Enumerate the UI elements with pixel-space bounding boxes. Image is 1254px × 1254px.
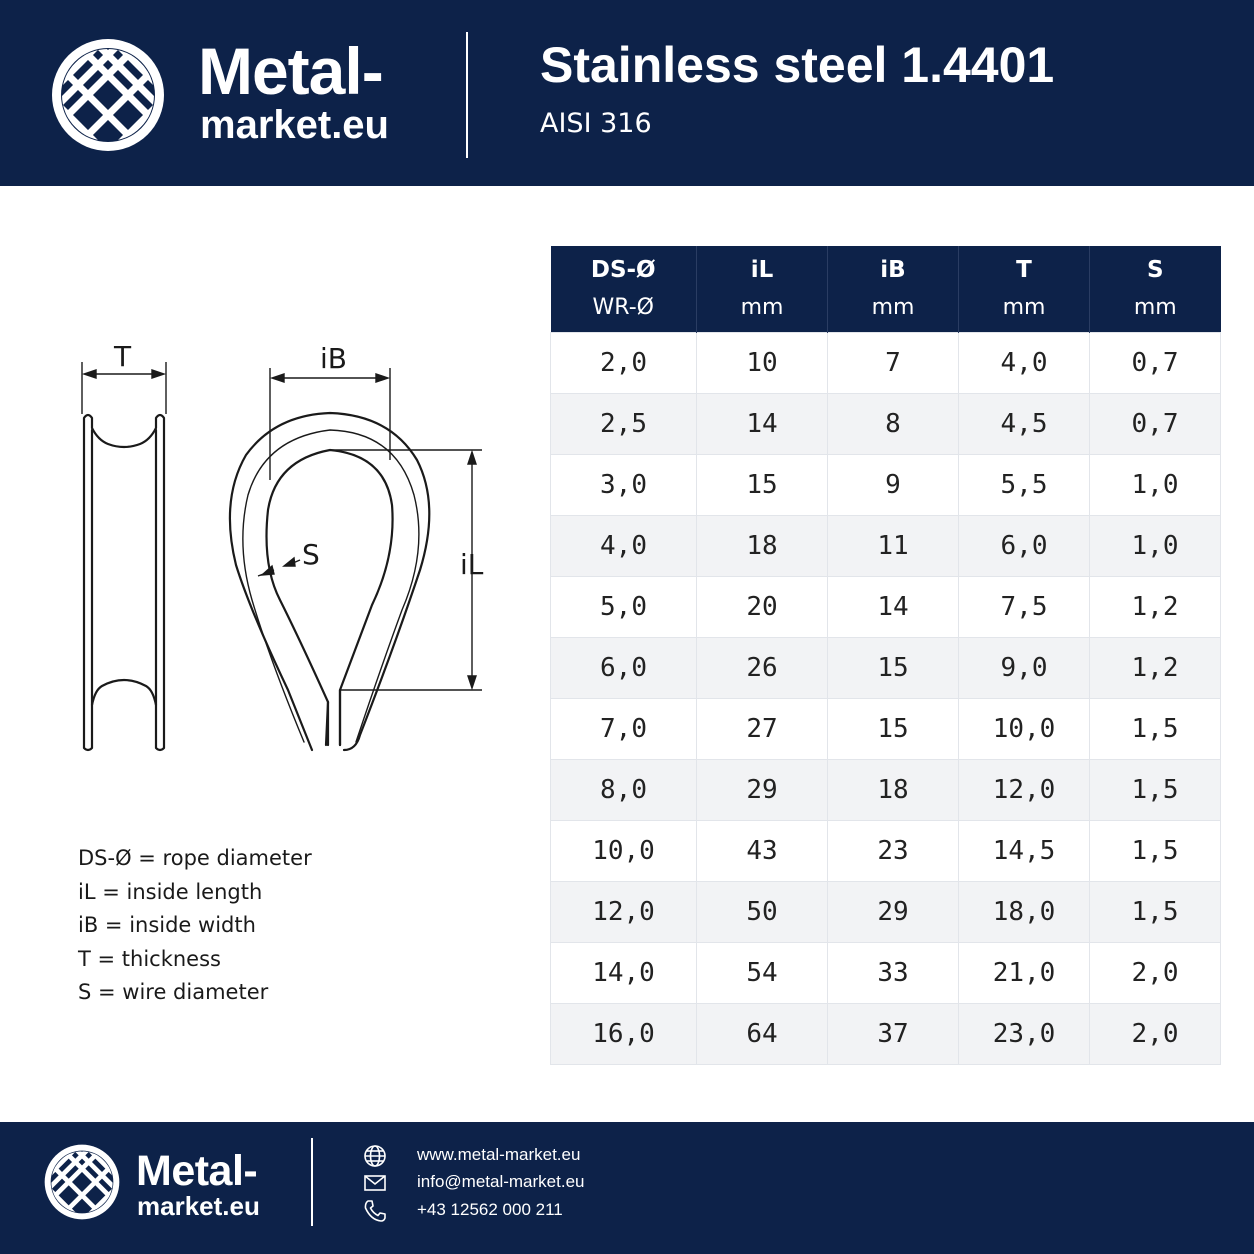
inside-length-cell: 15 bbox=[697, 455, 828, 516]
globe-icon bbox=[362, 1143, 388, 1169]
footer-brand-line2: market.eu bbox=[137, 1191, 260, 1221]
wire-diameter-cell: 1,5 bbox=[1090, 882, 1221, 943]
inside-width-cell: 15 bbox=[828, 638, 959, 699]
legend-item: S = wire diameter bbox=[78, 980, 269, 1004]
label-t: T bbox=[114, 340, 132, 373]
inside-width-cell: 18 bbox=[828, 760, 959, 821]
diameter-cell: 6,0 bbox=[551, 638, 697, 699]
table-row bbox=[551, 943, 1221, 1004]
wire-diameter-cell: 1,0 bbox=[1090, 516, 1221, 577]
diameter-cell: 4,0 bbox=[551, 516, 697, 577]
inside-width-cell: 33 bbox=[828, 943, 959, 1004]
diameter-cell: 16,0 bbox=[551, 1004, 697, 1065]
table-row bbox=[551, 577, 1221, 638]
thickness-cell: 14,5 bbox=[959, 821, 1090, 882]
diameter-cell: 2,0 bbox=[551, 333, 697, 394]
wire-diameter-cell: 0,7 bbox=[1090, 333, 1221, 394]
thickness-cell: 10,0 bbox=[959, 699, 1090, 760]
inside-width-cell: 23 bbox=[828, 821, 959, 882]
footer-brand-line1: Metal- bbox=[136, 1147, 258, 1195]
diameter-cell: 3,0 bbox=[551, 455, 697, 516]
wire-diameter-cell: 1,5 bbox=[1090, 760, 1221, 821]
legend-item: DS-Ø = rope diameter bbox=[78, 846, 312, 870]
phone-number[interactable]: +43 12562 000 211 bbox=[417, 1200, 563, 1219]
mail-icon bbox=[362, 1170, 388, 1196]
thickness-cell: 21,0 bbox=[959, 943, 1090, 1004]
thimble-technical-drawing bbox=[60, 330, 500, 770]
wire-diameter-cell: 0,7 bbox=[1090, 394, 1221, 455]
column-header-inside-width: iB mm bbox=[828, 246, 959, 333]
table-row bbox=[551, 394, 1221, 455]
page-title: Stainless steel 1.4401 bbox=[540, 37, 1055, 93]
diameter-cell: 5,0 bbox=[551, 577, 697, 638]
wire-diameter-cell: 2,0 bbox=[1090, 943, 1221, 1004]
abbreviation-legend bbox=[78, 844, 312, 1012]
diameter-cell: 8,0 bbox=[551, 760, 697, 821]
thickness-cell: 5,5 bbox=[959, 455, 1090, 516]
inside-length-cell: 26 bbox=[697, 638, 828, 699]
inside-width-cell: 9 bbox=[828, 455, 959, 516]
email-link[interactable]: info@metal-market.eu bbox=[417, 1172, 585, 1191]
diameter-cell: 2,5 bbox=[551, 394, 697, 455]
inside-length-cell: 14 bbox=[697, 394, 828, 455]
label-s: S bbox=[302, 538, 320, 571]
diameter-cell: 7,0 bbox=[551, 699, 697, 760]
page-subtitle: AISI 316 bbox=[540, 108, 652, 139]
header-divider bbox=[466, 32, 468, 158]
thickness-cell: 4,0 bbox=[959, 333, 1090, 394]
legend-item: iL = inside length bbox=[78, 879, 263, 904]
table-row bbox=[551, 638, 1221, 699]
inside-length-cell: 18 bbox=[697, 516, 828, 577]
diameter-cell: 12,0 bbox=[551, 882, 697, 943]
inside-width-cell: 7 bbox=[828, 333, 959, 394]
dimensions-table bbox=[550, 246, 1221, 1065]
table-row bbox=[551, 882, 1221, 943]
inside-width-cell: 8 bbox=[828, 394, 959, 455]
table-row bbox=[551, 333, 1221, 394]
inside-length-cell: 10 bbox=[697, 333, 828, 394]
column-header-diameter: DS-Ø WR-Ø bbox=[551, 246, 697, 333]
table-header-row bbox=[551, 246, 1221, 333]
inside-width-cell: 15 bbox=[828, 699, 959, 760]
phone-icon bbox=[362, 1198, 388, 1224]
legend-item: iB = inside width bbox=[78, 913, 256, 937]
thickness-cell: 4,5 bbox=[959, 394, 1090, 455]
brand-logo-icon bbox=[48, 35, 168, 155]
thickness-cell: 9,0 bbox=[959, 638, 1090, 699]
thickness-cell: 6,0 bbox=[959, 516, 1090, 577]
thickness-cell: 7,5 bbox=[959, 577, 1090, 638]
column-header-inside-length: iL mm bbox=[697, 246, 828, 333]
inside-length-cell: 50 bbox=[697, 882, 828, 943]
brand-name-line1: Metal- bbox=[198, 34, 383, 108]
inside-width-cell: 14 bbox=[828, 577, 959, 638]
diameter-cell: 14,0 bbox=[551, 943, 697, 1004]
website-link[interactable]: www.metal-market.eu bbox=[417, 1145, 581, 1164]
table-row bbox=[551, 699, 1221, 760]
table-row bbox=[551, 455, 1221, 516]
inside-length-cell: 64 bbox=[697, 1004, 828, 1065]
footer-divider bbox=[311, 1138, 313, 1226]
label-ib: iB bbox=[320, 342, 347, 375]
column-header-wire-diameter: S mm bbox=[1090, 246, 1221, 333]
thimble-side-view bbox=[84, 415, 164, 750]
brand-name-line2: market.eu bbox=[200, 103, 389, 147]
wire-diameter-cell: 1,2 bbox=[1090, 638, 1221, 699]
wire-diameter-cell: 1,5 bbox=[1090, 821, 1221, 882]
label-il: iL bbox=[460, 548, 484, 581]
inside-length-cell: 29 bbox=[697, 760, 828, 821]
inside-length-cell: 27 bbox=[697, 699, 828, 760]
thimble-front-view bbox=[230, 413, 429, 750]
wire-diameter-cell: 1,2 bbox=[1090, 577, 1221, 638]
header-banner bbox=[0, 0, 1254, 186]
thickness-cell: 23,0 bbox=[959, 1004, 1090, 1065]
inside-length-cell: 54 bbox=[697, 943, 828, 1004]
table-row bbox=[551, 760, 1221, 821]
inside-width-cell: 11 bbox=[828, 516, 959, 577]
table-row bbox=[551, 1004, 1221, 1065]
table-row bbox=[551, 516, 1221, 577]
footer-logo-icon bbox=[42, 1142, 122, 1222]
wire-diameter-cell: 1,0 bbox=[1090, 455, 1221, 516]
thickness-cell: 12,0 bbox=[959, 760, 1090, 821]
legend-item: T = thickness bbox=[78, 946, 221, 971]
inside-width-cell: 29 bbox=[828, 882, 959, 943]
inside-width-cell: 37 bbox=[828, 1004, 959, 1065]
thickness-cell: 18,0 bbox=[959, 882, 1090, 943]
wire-diameter-cell: 2,0 bbox=[1090, 1004, 1221, 1065]
footer-banner bbox=[0, 1122, 1254, 1254]
diameter-cell: 10,0 bbox=[551, 821, 697, 882]
inside-length-cell: 20 bbox=[697, 577, 828, 638]
inside-length-cell: 43 bbox=[697, 821, 828, 882]
wire-diameter-cell: 1,5 bbox=[1090, 699, 1221, 760]
table-row bbox=[551, 821, 1221, 882]
column-header-thickness: T mm bbox=[959, 246, 1090, 333]
